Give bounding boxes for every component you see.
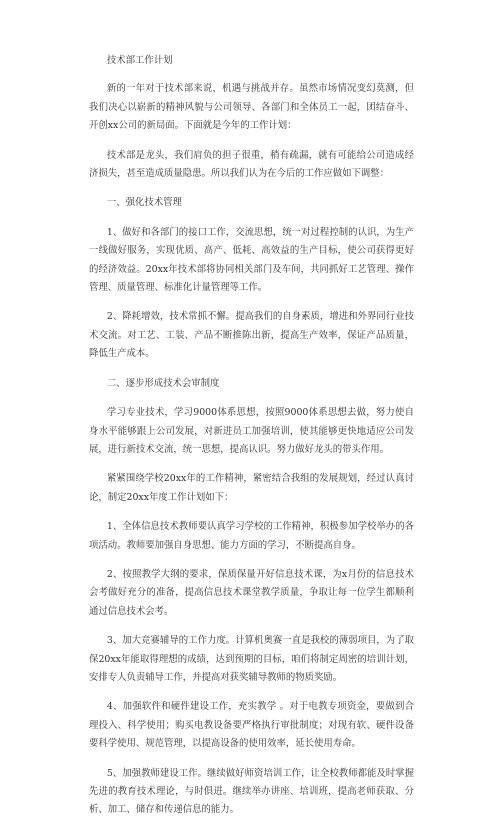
paragraph-plan-4: 4、加强软件和硬件建设工作，充实教学 。对于电教专项资金，要做到合理投入、科学使用；购买电教设备要严格执行审批制度；对现有软、硬件设备要科学使用、规范管理，以提高设备的使用效率，延长使用寿命。	[89, 701, 414, 750]
section-heading-1: 一、强化技术管理	[106, 197, 182, 209]
document-body	[89, 52, 414, 820]
paragraph-study: 学习专业技术，学习9000体系思想，按照9000体系思想去做，努力使自身水平能够跟上公司发展，对新进员工加强培训，使其能够更快地适应公司发展，进行新技术交流，统一思想，提高认识。努力做好龙头的带头作用。	[89, 407, 414, 455]
paragraph-school-plan: 紧紧围绕学校20xx年的工作精神，紧密结合我组的发展规划，经过认真讨论，制定20xx年度工作计划如下：	[89, 473, 414, 503]
paragraph-adjustment: 技术部是龙头，我们肩负的担子很重，稍有疏漏，就有可能给公司造成经济损失，甚至造成质量隐患。所以我们认为在今后的工作应做如下调整：	[89, 149, 414, 180]
paragraph-intro: 新的一年对于技术部来说，机遇与挑战并存。虽然市场情况变幻莫测，但我们决心以崭新的精神风貌与公司领导、各部门和全体员工一起，团结奋斗、开创xx公司的新局面。下面就是今年的工作计划：	[89, 83, 414, 132]
paragraph-item-2: 2、降耗增效，技术常抓不懈。提高我们的自身素质，增进和外界同行业技术交流。对工艺、工装、产品不断推陈出新，提高生产效率，保证产品质量，降低生产成本。	[89, 311, 414, 360]
section-heading-2: 二、逐步形成技术会审制度	[106, 377, 220, 389]
paragraph-plan-2: 2、按照教学大纲的要求，保质保量开好信息技术课，为x月份的信息技术会考做好充分的准备，提高信息技术课堂教学质量，争取让每一位学生都顺利通过信息技术会考。	[89, 568, 414, 617]
document-title: 技术部工作计划	[106, 55, 173, 66]
paragraph-item-1: 1、做好和各部门的接口工作，交流思想，统一对过程控制的认识，为生产一线做好服务，实现优质、高产、低耗、高效益的生产目标，使公司获得更好的经济效益。20xx年技术部将协同相关部门及车间，共同抓好工艺管理、操作管理、质量管理、标准化计量管理等工作。	[89, 226, 414, 294]
paragraph-plan-5: 5、加强教师建设工作。继续做好师资培训工作，让全校教师都能及时掌握先进的教育技术理论，与时俱进。继续举办讲座、培训班，提高老师获取、分析、加工、储存和传递信息的能力。	[89, 767, 414, 816]
paragraph-plan-1: 1、全体信息技术教师要认真学习学校的工作精神，积极参加学校举办的各项活动。教师要加强自身思想、能力方面的学习，不断提高自身。	[89, 521, 414, 551]
paragraph-plan-3: 3、加大竞赛辅导的工作力度。计算机奥赛一直是我校的薄弱项目，为了取保20xx年能取得理想的成绩，达到预期的目标，咱们将制定周密的培训计划，安排专人负责辅导工作，并提高对获奖辅导教师的物质奖励。	[89, 635, 414, 683]
